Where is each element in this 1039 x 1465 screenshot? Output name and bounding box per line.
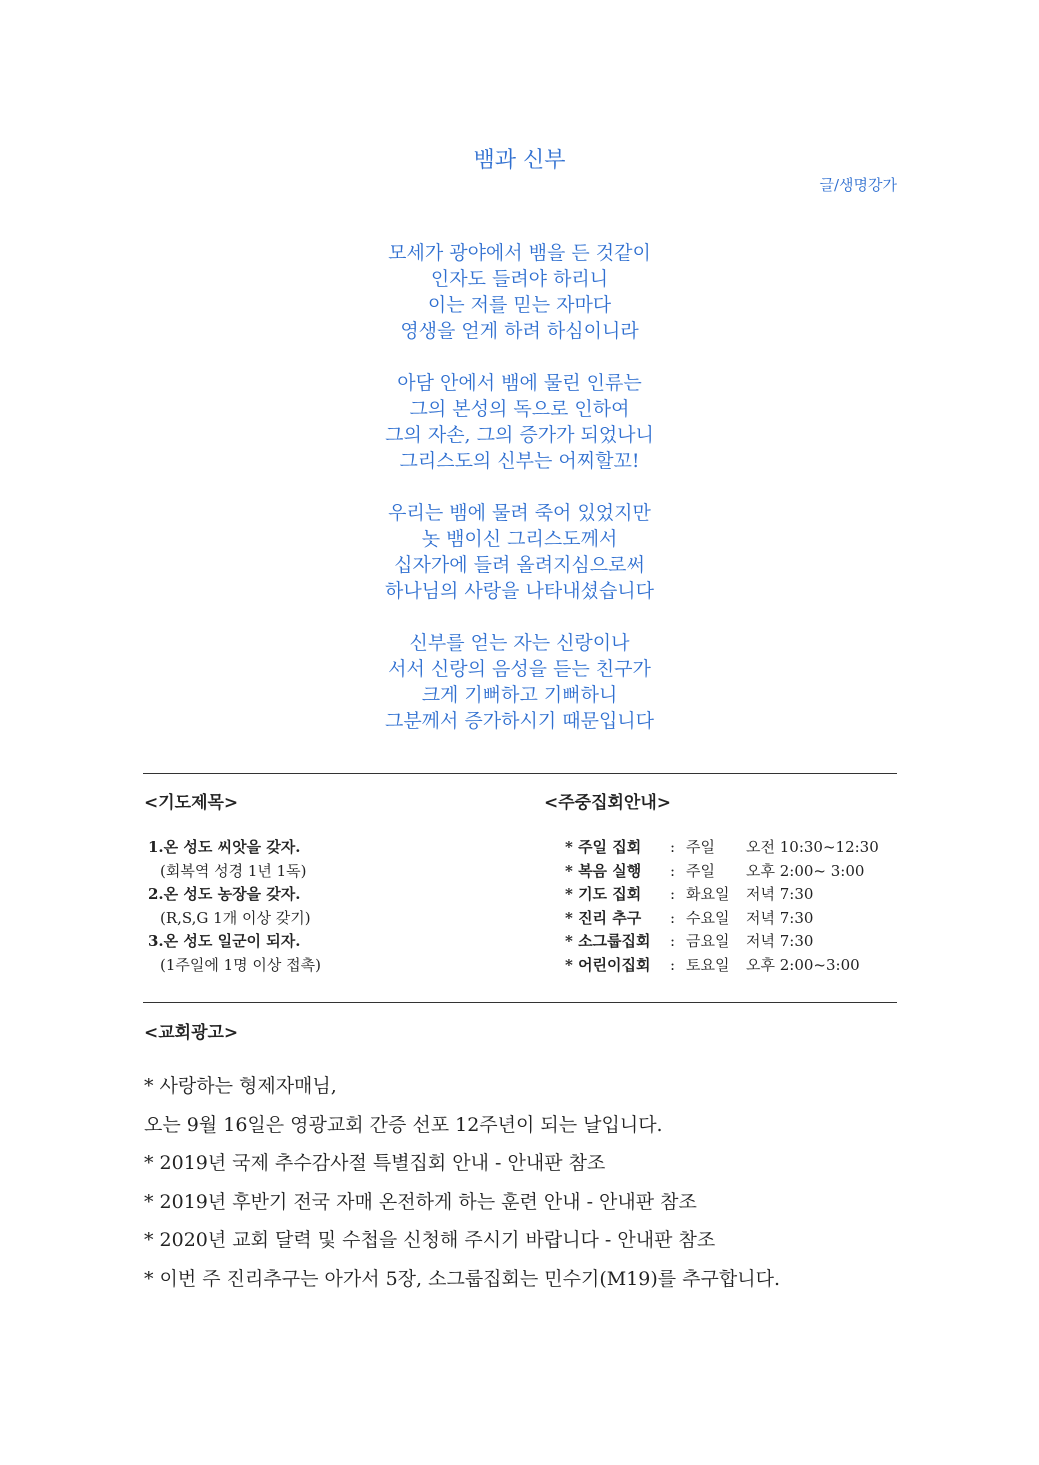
meeting-day: 화요일 bbox=[686, 885, 730, 903]
divider bbox=[143, 773, 897, 774]
poem-stanza bbox=[0, 240, 1039, 344]
poem-line: 십자가에 들려 올려지심으로써 bbox=[394, 554, 645, 576]
meeting-colon: : bbox=[670, 908, 676, 927]
meeting-name: * 기도 집회 bbox=[565, 885, 642, 903]
poem-line: 그의 본성의 독으로 인하여 bbox=[409, 398, 630, 420]
meeting-name: * 어린이집회 bbox=[565, 955, 651, 974]
poem-stanza bbox=[0, 370, 1039, 474]
poem-line: 그의 자손, 그의 증가가 되었나니 bbox=[385, 424, 654, 446]
poem-stanza bbox=[0, 630, 1039, 734]
meeting-row bbox=[565, 954, 879, 978]
meeting-day: 주일 bbox=[686, 861, 715, 880]
poem-line: 우리는 뱀에 물려 죽어 있었지만 bbox=[388, 502, 651, 524]
meeting-day: 금요일 bbox=[686, 932, 730, 950]
prayer-item: 1.온 성도 씨앗을 갖자. bbox=[148, 838, 301, 856]
poem-line: 아담 안에서 뱀에 물린 인류는 bbox=[397, 372, 642, 394]
meeting-row bbox=[565, 930, 879, 954]
poem-body bbox=[0, 240, 1039, 760]
meeting-name: * 진리 추구 bbox=[565, 908, 642, 927]
ad-line: * 2020년 교회 달력 및 수첩을 신청해 주시기 바랍니다 - 안내판 참조 bbox=[144, 1229, 716, 1251]
meeting-day: 수요일 bbox=[686, 908, 730, 927]
meeting-name: * 소그룹집회 bbox=[565, 932, 651, 950]
prayer-list bbox=[148, 836, 321, 977]
meeting-name: * 주일 집회 bbox=[565, 838, 642, 856]
meeting-colon: : bbox=[670, 932, 676, 950]
ad-line: 오는 9월 16일은 영광교회 간증 선포 12주년이 되는 날입니다. bbox=[144, 1113, 663, 1136]
prayer-heading: <기도제목> bbox=[144, 793, 239, 813]
poem-title: 뱀과 신부 bbox=[473, 148, 566, 173]
meeting-day: 토요일 bbox=[686, 955, 730, 974]
meeting-time: 저녁 7:30 bbox=[746, 932, 814, 950]
prayer-item-note: (회복역 성경 1년 1독) bbox=[160, 861, 307, 880]
meeting-time: 오후 2:00~ 3:00 bbox=[746, 861, 865, 880]
meeting-row bbox=[565, 907, 879, 931]
poem-line: 크게 기뻐하고 기뻐하니 bbox=[421, 684, 618, 706]
meeting-time: 저녁 7:30 bbox=[746, 885, 814, 903]
meetings-heading: <주중집회안내> bbox=[544, 793, 672, 813]
meeting-row bbox=[565, 836, 879, 860]
poem-stanza bbox=[0, 500, 1039, 604]
poem-line: 놋 뱀이신 그리스도께서 bbox=[421, 528, 618, 550]
ad-line: * 2019년 국제 추수감사절 특별집회 안내 - 안내판 참조 bbox=[144, 1152, 606, 1174]
poem-line: 신부를 얻는 자는 신랑이나 bbox=[409, 632, 630, 654]
ad-line: * 이번 주 진리추구는 아가서 5장, 소그룹집회는 민수기(M19)를 추구합니다. bbox=[144, 1267, 780, 1290]
poem-line: 이는 저를 믿는 자마다 bbox=[427, 294, 612, 316]
meeting-day: 주일 bbox=[686, 838, 715, 856]
prayer-item: 3.온 성도 일군이 되자. bbox=[148, 932, 301, 950]
poem-line: 영생을 얻게 하려 하심이니라 bbox=[400, 320, 639, 342]
meeting-colon: : bbox=[670, 861, 676, 880]
poem-line: 서서 신랑의 음성을 듣는 친구가 bbox=[388, 658, 651, 680]
poem-line: 모세가 광야에서 뱀을 든 것같이 bbox=[388, 242, 651, 264]
meeting-time: 오후 2:00~3:00 bbox=[746, 955, 860, 974]
meeting-time: 저녁 7:30 bbox=[746, 908, 814, 927]
ads-list bbox=[144, 1067, 780, 1298]
ad-line: * 2019년 후반기 전국 자매 온전하게 하는 훈련 안내 - 안내판 참조 bbox=[144, 1190, 697, 1213]
divider bbox=[143, 1002, 897, 1003]
poem-line: 그분께서 증가하시기 때문입니다 bbox=[384, 710, 655, 732]
meeting-colon: : bbox=[670, 838, 676, 856]
poem-author: 글/생명강가 bbox=[819, 176, 897, 194]
meeting-colon: : bbox=[670, 955, 676, 974]
ads-heading: <교회광고> bbox=[144, 1023, 239, 1043]
meetings-table bbox=[565, 836, 879, 977]
prayer-item: 2.온 성도 농장을 갖자. bbox=[148, 885, 301, 903]
poem-line: 인자도 들려야 하리니 bbox=[430, 268, 609, 290]
meeting-colon: : bbox=[670, 885, 676, 903]
ad-line: * 사랑하는 형제자매님, bbox=[144, 1075, 337, 1097]
poem-line: 하나님의 사랑을 나타내셨습니다 bbox=[384, 580, 655, 602]
meeting-row bbox=[565, 860, 879, 884]
meeting-time: 오전 10:30~12:30 bbox=[746, 838, 879, 856]
meeting-row bbox=[565, 883, 879, 907]
prayer-item-note: (R,S,G 1개 이상 갖기) bbox=[160, 908, 311, 927]
meeting-name: * 복음 실행 bbox=[565, 861, 642, 880]
poem-line: 그리스도의 신부는 어찌할꼬! bbox=[399, 450, 640, 472]
prayer-item-note: (1주일에 1명 이상 접촉) bbox=[160, 955, 322, 974]
